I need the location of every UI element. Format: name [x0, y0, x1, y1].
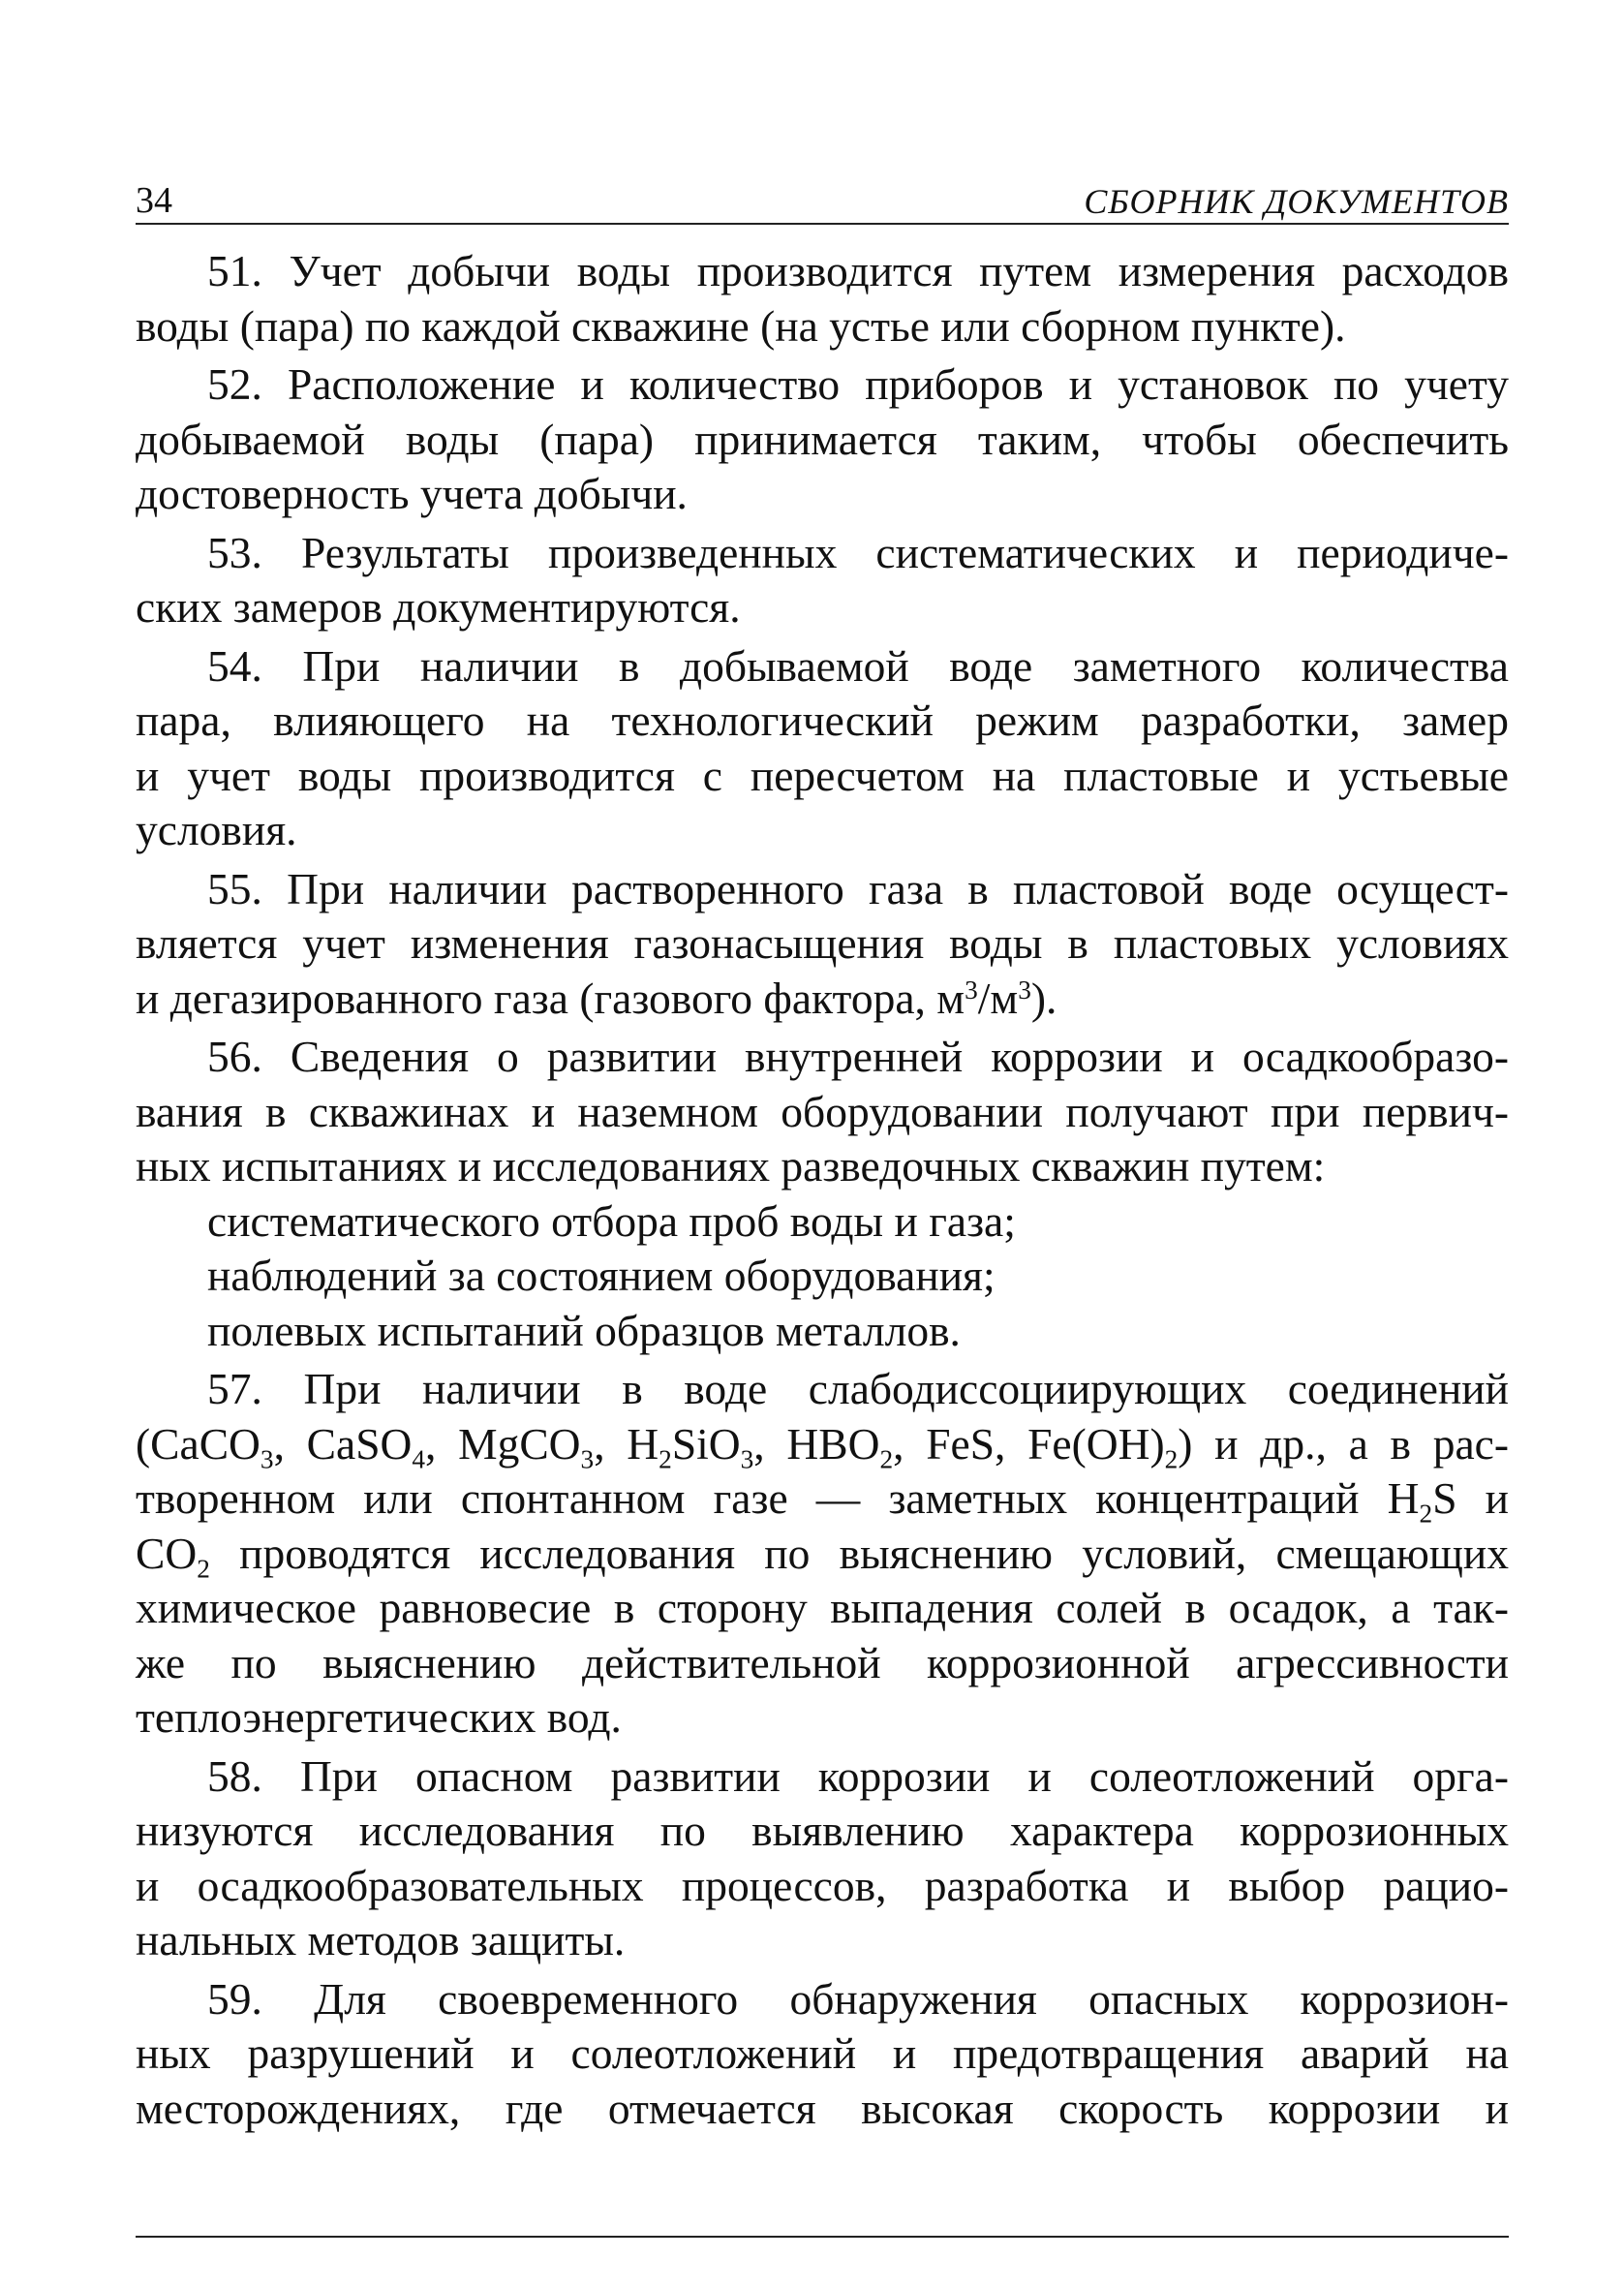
text-line: [136, 1527, 1509, 1582]
text-line: низуются исследования по выявлению характера коррозионных: [136, 1806, 1509, 1855]
paragraph-51: [136, 244, 1509, 354]
text-fragment: , H: [594, 1418, 659, 1469]
text-fragment: ) и др., а в рас-: [1178, 1418, 1509, 1469]
text-line: [136, 1417, 1509, 1472]
paragraph-55: [136, 862, 1509, 1027]
text-line: [136, 972, 1509, 1027]
text-line: 54. При наличии в добываемой воде заметного количества: [207, 640, 1509, 691]
text-fragment: , CaSO: [273, 1418, 413, 1469]
subscript: 3: [740, 1444, 754, 1474]
text-fragment: , HBO: [753, 1418, 880, 1469]
page-header: [136, 165, 1509, 225]
text-line: вания в скважинах и наземном оборудовании получают при первич-: [136, 1086, 1509, 1136]
paragraph-53: [136, 526, 1509, 635]
text-line: 57. При наличии в воде слабодиссоциирующих соединений: [207, 1364, 1509, 1413]
text-line: 56. Сведения о развитии внутренней коррозии и осадкообразо-: [207, 1032, 1509, 1081]
text-line: условия.: [136, 805, 297, 854]
running-title: СБОРНИК ДОКУМЕНТОВ: [1084, 182, 1509, 221]
text-fragment: ).: [1030, 973, 1057, 1023]
subscript: 3: [580, 1444, 595, 1474]
text-line: добываемой воды (пара) принимается таким, чтобы обеспечить: [136, 414, 1509, 464]
text-fragment: /м: [977, 973, 1019, 1023]
text-fragment: , FeS, Fe(OH): [893, 1418, 1165, 1469]
text-line: 59. Для своевременного обнаружения опасных коррозион-: [207, 1973, 1509, 2024]
subscript: 3: [260, 1444, 274, 1474]
text-line: теплоэнергетических вод.: [136, 1692, 622, 1742]
text-line: достоверность учета добычи.: [136, 469, 688, 518]
text-line: 53. Результаты произведенных систематических и периодиче-: [207, 527, 1509, 577]
text-line: 55. При наличии растворенного газа в пластовой воде осущест-: [207, 863, 1509, 913]
text-line: воды (пара) по каждой скважине (на устье или сборном пункте).: [136, 300, 1346, 351]
text-fragment: и дегазированного газа (газового фактора, м: [136, 973, 965, 1023]
text-fragment: проводятся исследования по выяснению условий, смещающих: [209, 1528, 1509, 1578]
list-item: полевых испытаний образцов металлов.: [207, 1305, 961, 1355]
superscript: 3: [1018, 974, 1031, 1005]
text-line: месторождениях, где отмечается высокая скорость коррозии и: [136, 2083, 1509, 2133]
text-line: ных разрушений и солеотложений и предотвращения аварий на: [136, 2028, 1509, 2078]
paragraph-56: [136, 1030, 1509, 1194]
text-fragment: CO: [136, 1528, 198, 1578]
text-fragment: S и: [1432, 1473, 1509, 1523]
text-line: пара, влияющего на технологический режим разработки, замер: [136, 696, 1509, 745]
text-line: и осадкообразовательных процессов, разработка и выбор рацио-: [136, 1860, 1509, 1910]
subscript: 2: [879, 1444, 894, 1474]
text-fragment: , MgCO: [425, 1418, 581, 1469]
subscript: 2: [659, 1444, 672, 1474]
paragraph-59: [136, 1972, 1509, 2137]
text-fragment: (CaCO: [136, 1418, 260, 1469]
text-fragment: SiO: [671, 1418, 741, 1469]
paragraph-52: [136, 357, 1509, 522]
list-item: систематического отбора проб воды и газа;: [207, 1195, 1016, 1246]
text-line: ских замеров документируются.: [136, 582, 741, 632]
text-fragment: творенном или спонтанном газе — заметных концентраций H: [136, 1473, 1420, 1523]
text-line: вляется учет изменения газонасыщения воды в пластовых условиях: [136, 918, 1509, 968]
superscript: 3: [965, 974, 978, 1005]
subscript: 2: [1164, 1444, 1179, 1474]
subscript: 2: [197, 1554, 210, 1584]
footer-rule: [136, 2236, 1509, 2238]
paragraph-57: [136, 1362, 1509, 1746]
page-number: 34: [136, 180, 172, 221]
text-line: же по выяснению действительной коррозионной агрессивности: [136, 1637, 1509, 1687]
text-line: 58. При опасном развитии коррозии и солеотложений орга-: [207, 1750, 1509, 1801]
paragraph-58: [136, 1749, 1509, 1968]
text-line: нальных методов защиты.: [136, 1915, 626, 1964]
paragraph-54: [136, 639, 1509, 858]
text-line: ных испытаниях и исследованиях разведочных скважин путем:: [136, 1141, 1326, 1191]
document-body: [136, 244, 1509, 2136]
text-line: 51. Учет добычи воды производится путем измерения расходов: [207, 246, 1509, 295]
text-line: [136, 1471, 1509, 1527]
subscript: 4: [412, 1444, 426, 1474]
text-line: 52. Расположение и количество приборов и установок по учету: [207, 359, 1509, 409]
text-line: химическое равновесие в сторону выпадения солей в осадок, а так-: [136, 1583, 1509, 1632]
subscript: 2: [1419, 1499, 1433, 1529]
text-line: и учет воды производится с пересчетом на пластовые и устьевые: [136, 750, 1509, 800]
list-item: наблюдений за состоянием оборудования;: [207, 1251, 996, 1300]
